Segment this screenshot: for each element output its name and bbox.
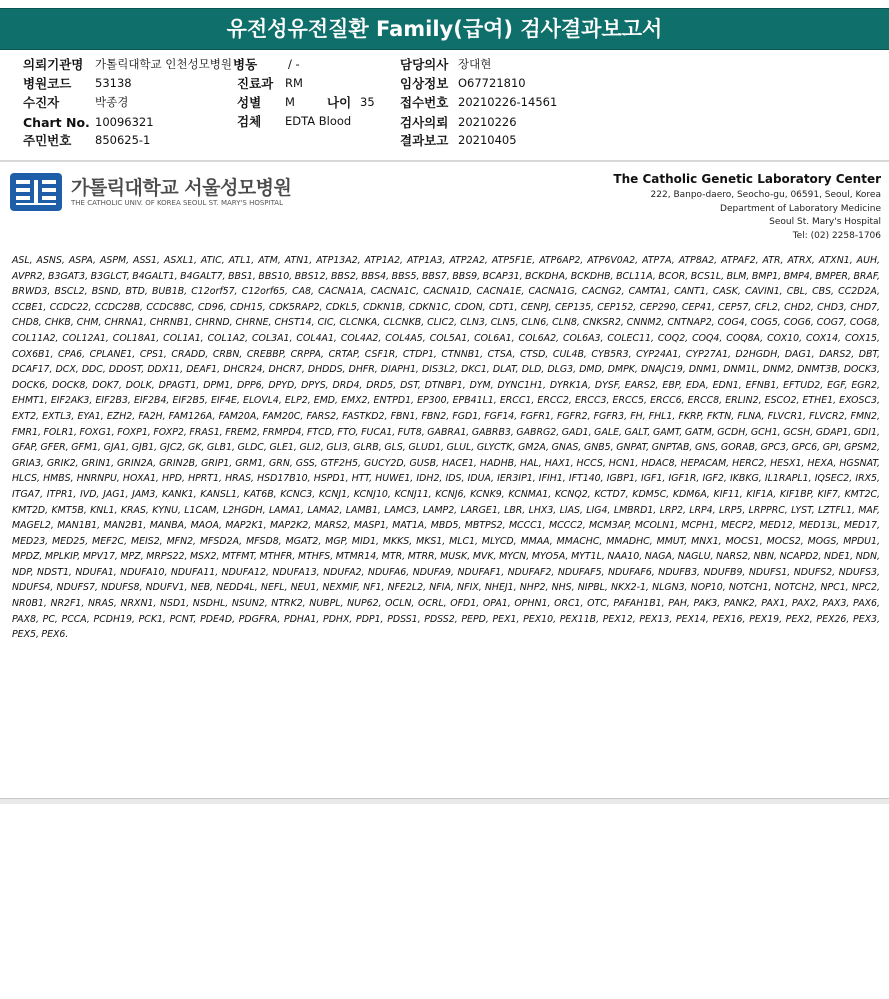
- chart-label: Chart No.: [23, 115, 90, 130]
- clinical-info-value: O67721810: [458, 76, 526, 90]
- hospital-code-label: 병원코드: [23, 76, 72, 91]
- resident-label: 주민번호: [23, 133, 72, 148]
- lab-center-block: [613, 172, 881, 243]
- report-date-value: 20210405: [458, 133, 517, 147]
- name-value: 박종경: [95, 95, 129, 109]
- center-tel: Tel: (02) 2258-1706: [792, 230, 881, 241]
- hospital-logo-icon: [10, 173, 62, 211]
- age-label: 나이: [327, 95, 352, 110]
- ward-label: 병동: [233, 57, 258, 72]
- doctor-value: 장대현: [458, 57, 492, 71]
- sex-value: M: [285, 95, 295, 109]
- age-value: 35: [360, 95, 375, 109]
- hospital-name-en: THE CATHOLIC UNIV. OF KOREA SEOUL ST. MARY'S HOSPITAL: [71, 199, 283, 207]
- resident-value: 850625-1: [95, 133, 151, 147]
- center-address: 222, Banpo-daero, Seocho-gu, 06591, Seoul, Korea: [650, 190, 881, 200]
- center-department: Department of Laboratory Medicine: [720, 203, 881, 214]
- ward-value: / -: [288, 57, 300, 71]
- request-date-label: 검사의뢰: [400, 115, 449, 130]
- hospital-name-ko: 가톨릭대학교 서울성모병원: [71, 177, 292, 199]
- sex-label: 성별: [237, 95, 262, 110]
- gene-list: ASL, ASNS, ASPA, ASPM, ASS1, ASXL1, ATIC, ATL1, ATM, ATN1, ATP13A2, ATP1A2, ATP1A3, ATP2A2, ATP5F1E, ATP6AP2, ATP6V0A2, ATP7A, ATP8A2, ATPAF2, ATR, ATRX, ATXN1, AUH, AVPR2, B3GAT3, B3GLCT, B4GALT1, B4GALT7, BBS1, BBS10, BBS12, BBS2, BBS4, BBS5, BBS7, BBS9, BCAP31, BCKDHA, BCKDHB, BCL11A, BCOR, BCS1L, BLM, BMP1, BMP4, BMPER, BRAF, BRWD3, BSCL2, BSND, BTD, BUB1B, C12orf57, C12orf65, CA8, CACNA1A, CACNA1C, CACNA1D, CACNA1E, CACNA1G, CACNG2, CAMTA1, CANT1, CASK, CAVIN1, CBL, CBS, CC2D2A, CCBE1, CCDC22, CCDC28B, CCDC88C, CD96, CDH15, CDK5RAP2, CDKL5, CDKN1B, CDKN1C, CDON, CDT1, CENPJ, CEP135, CEP152, CEP290, CEP41, CEP57, CFL2, CHD2, CHD3, CHD7, CHD8, CHKB, CHM, CHRNA1, CHRNB1, CHRND, CHRNE, CHST14, CIC, CLCNKA, CLCNKB, CLIC2, CLN3, CLN5, CLN6, CLN8, CNKSR2, CNNM2, CNTNAP2, COG4, COG5, COG6, COG7, COG8, COL11A2, COL12A1, COL18A1, COL1A1, COL1A2, COL3A1, COL4A1, COL4A2, COL4A5, COL5A1, COL6A1, COL6A2, COL6A3, COLEC11, COQ2, COQ4, COQ8A, COX10, COX14, COX15, COX6B1, CPA6, CPLANE1, CPS1, CRADD, CRBN, CREBBP, CRPPA, CRTAP, CSF1R, CTDP1, CTNNB1, CTSA, CTSD, CUL4B, CYB5R3, CYP24A1, CYP27A1, D2HGDH, DAG1, DARS2, DBT, DCAF17, DCX, DDC, DDOST, DDX11, DEAF1, DHCR24, DHCR7, DHDDS, DHFR, DIAPH1, DIS3L2, DKC1, DLAT, DLD, DLG3, DMD, DMPK, DNAJC19, DNM1, DNM1L, DNM2, DNMT3B, DOCK3, DOCK6, DOCK8, DOK7, DOLK, DPAGT1, DPM1, DPP6, DPYD, DPYS, DRD4, DRD5, DST, DTNBP1, DYM, DYNC1H1, DYRK1A, DYSF, EARS2, EBP, EDA, EDN1, EFNB1, EFTUD2, EGF, EGR2, EHMT1, EIF2AK3, EIF2B3, EIF2B4, EIF2B5, EIF4E, ELOVL4, ELP2, EMD, EMX2, ENTPD1, EP300, EPB41L1, ERCC1, ERCC2, ERCC3, ERCC5, ERCC6, ERCC8, ERLIN2, ESCO2, ETHE1, EXOSC3, EXT2, EXTL3, EYA1, EZH2, FA2H, FAM126A, FAM20A, FAM20C, FARS2, FASTKD2, FBN1, FBN2, FGD1, FGF14, FGFR1, FGFR2, FGFR3, FH, FHL1, FKRP, FKTN, FLNA, FLVCR1, FLVCR2, FMN2, FMR1, FOLR1, FOXG1, FOXP1, FOXP2, FRAS1, FREM2, FRMPD4, FTCD, FTO, FUCA1, FUT8, GABRA1, GABRB3, GABRG2, GAD1, GALE, GALT, GAMT, GATM, GCDH, GCH1, GCSH, GDAP1, GDI1, GFAP, GFER, GFM1, GJA1, GJB1, GJC2, GK, GLB1, GLDC, GLE1, GLI2, GLI3, GLRB, GLS, GLUD1, GLUL, GLYCTK, GM2A, GNAS, GNB5, GNPAT, GNPTAB, GNS, GORAB, GPC3, GPC6, GPI, GPSM2, GRIA3, GRIK2, GRIN1, GRIN2A, GRIN2B, GRIP1, GRM1, GRN, GSS, GTF2H5, GUCY2D, GUSB, HACE1, HADHB, HAL, HAX1, HCCS, HCN1, HDAC8, HEPACAM, HERC2, HESX1, HEXA, HGSNAT, HLCS, HMBS, HNRNPU, HOXA1, HPD, HPRT1, HRAS, HSD17B10, HSPD1, HTT, HUWE1, IDH2, IDS, IDUA, IER3IP1, IFIH1, IFT140, IGBP1, IGF1, IGF1R, IGF2, IKBKG, IL1RAPL1, IQSEC2, IRX5, ITGA7, ITPR1, IVD, JAG1, JAM3, KANK1, KANSL1, KAT6B, KCNC3, KCNJ1, KCNJ10, KCNJ11, KCNJ6, KCNK9, KCNMA1, KCNQ2, KCTD7, KDM5C, KDM6A, KIF11, KIF1A, KIF1BP, KIF7, KMT2C, KMT2D, KMT5B, KNL1, KRAS, KYNU, L1CAM, L2HGDH, LAMA1, LAMA2, LAMB1, LAMC3, LAMP2, LARGE1, LBR, LHX3, LIAS, LIG4, LMBRD1, LRP2, LRP4, LRP5, LRPPRC, LYST, LZTFL1, MAF, MAGEL2, MAN1B1, MAN2B1, MANBA, MAOA, MAP2K1, MAP2K2, MARS2, MASP1, MAT1A, MBD5, MBTPS2, MCCC1, MCCC2, MCM3AP, MCOLN1, MCPH1, MECP2, MED12, MED13L, MED17, MED23, MED25, MEF2C, MEIS2, MFN2, MFSD2A, MFSD8, MGAT2, MGP, MID1, MKKS, MKS1, MLC1, MLYCD, MMAA, MMACHC, MMADHC, MMUT, MNX1, MOCS1, MOCS2, MOGS, MPDU1, MPDZ, MPLKIP, MPV17, MPZ, MRPS22, MSX2, MTFMT, MTHFR, MTHFS, MTMR14, MTR, MTRR, MUSK, MVK, MYCN, MYO5A, MYT1L, NAA10, NAGA, NAGLU, NARS2, NBN, NCAPD2, NDE1, NDN, NDP, NDST1, NDUFA1, NDUFA10, NDUFA11, NDUFA12, NDUFA13, NDUFA2, NDUFA6, NDUFA9, NDUFAF1, NDUFAF2, NDUFAF5, NDUFAF6, NDUFB3, NDUFB9, NDUFS1, NDUFS2, NDUFS3, NDUFS4, NDUFS7, NDUFS8, NDUFV1, NEB, NEDD4L, NEFL, NEU1, NEXMIF, NF1, NFE2L2, NFIA, NFIX, NHEJ1, NHP2, NHS, NIPBL, NKX2-1, NLGN3, NOP10, NOTCH1, NOTCH2, NPC1, NPC2, NR0B1, NR2F1, NRAS, NRXN1, NSD1, NSDHL, NSUN2, NTRK2, NUBPL, NUP62, OCLN, OCRL, OFD1, OPA1, OPHN1, ORC1, OTC, PAFAH1B1, PAH, PAK3, PANK2, PAX1, PAX2, PAX3, PAX6, PAX8, PC, PCCA, PCDH19, PCK1, PCNT, PDE4D, PDGFRA, PDHA1, PDHX, PDP1, PDSS1, PDSS2, PEPD, PEX1, PEX10, PEX11B, PEX12, PEX13, PEX14, PEX16, PEX19, PEX2, PEX26, PEX3, PEX5, PEX6.: [12, 255, 880, 641]
- center-title: The Catholic Genetic Laboratory Center: [613, 172, 881, 186]
- hospital-code-value: 53138: [95, 76, 132, 90]
- chart-value: 10096321: [95, 115, 154, 129]
- institution-label: 의뢰기관명: [23, 57, 84, 72]
- dept-label: 진료과: [237, 76, 274, 91]
- report-date-label: 결과보고: [400, 133, 449, 148]
- dept-value: RM: [285, 76, 303, 90]
- footer-divider: [0, 798, 889, 804]
- receipt-label: 접수번호: [400, 95, 449, 110]
- clinical-info-label: 임상정보: [400, 76, 449, 91]
- receipt-value: 20210226-14561: [458, 95, 558, 109]
- specimen-value: EDTA Blood: [285, 114, 352, 128]
- doctor-label: 담당의사: [400, 57, 449, 72]
- center-hospital: Seoul St. Mary's Hospital: [769, 217, 881, 228]
- report-title: 유전성유전질환 Family(급여) 검사결과보고서: [0, 8, 889, 50]
- specimen-label: 검체: [237, 114, 262, 129]
- request-date-value: 20210226: [458, 115, 517, 129]
- name-label: 수진자: [23, 95, 60, 110]
- header-divider: [0, 160, 889, 162]
- institution-value: 가톨릭대학교 인천성모병원: [95, 57, 232, 71]
